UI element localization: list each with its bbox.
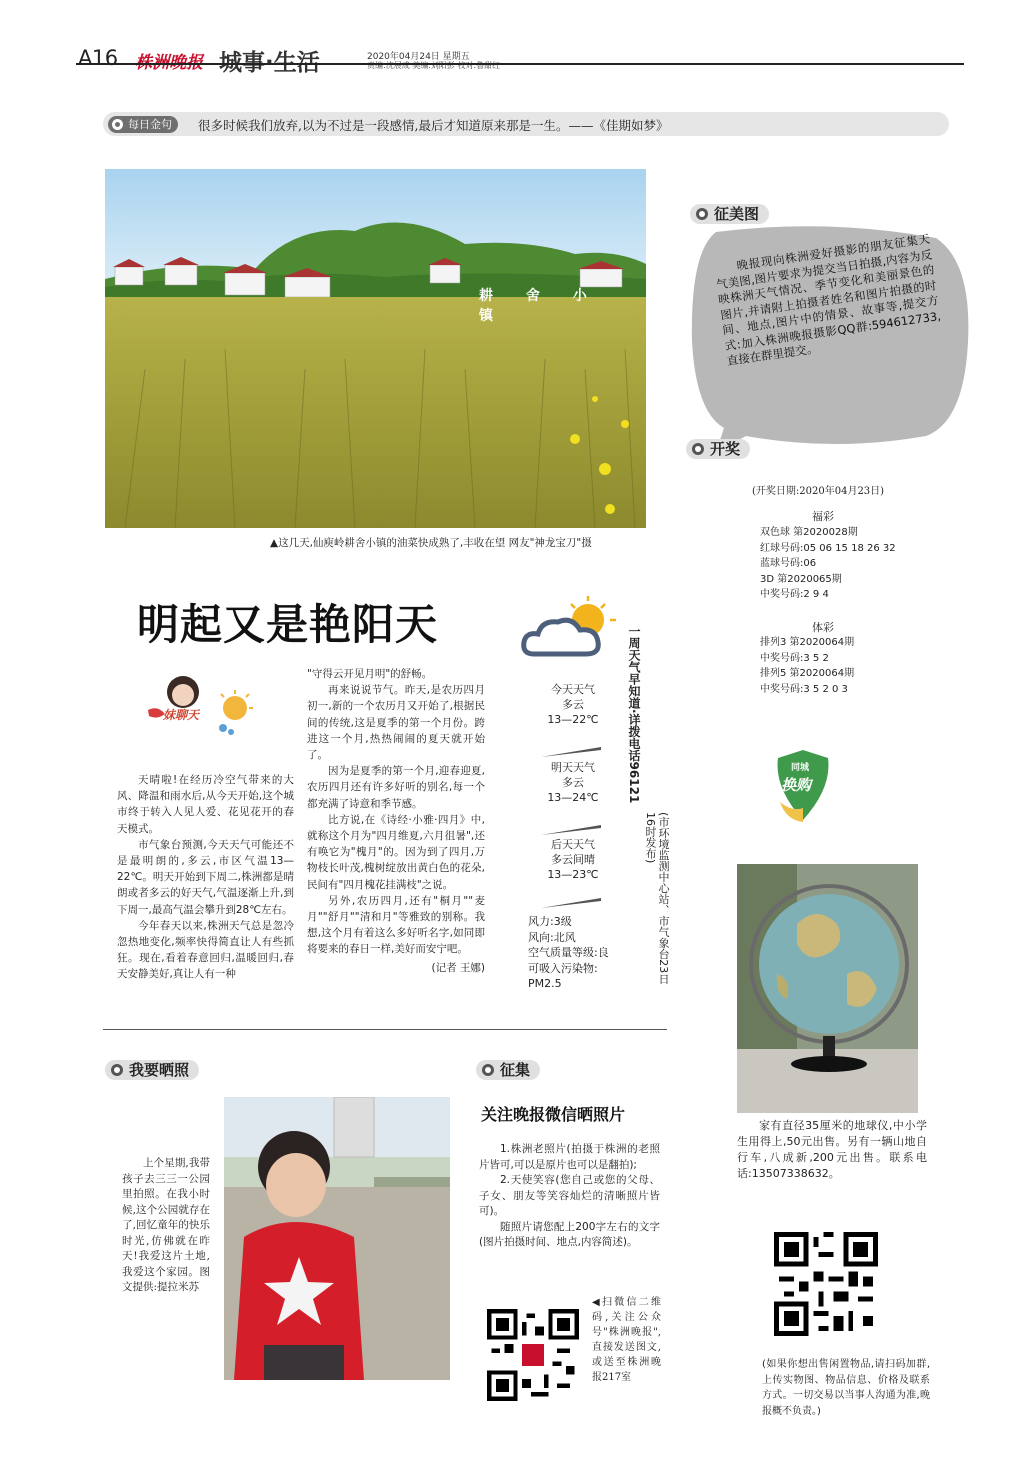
bullet-icon [696,208,708,220]
bullet-icon [112,119,123,130]
column-logo [143,670,253,750]
zhengmeitu-tag [690,204,769,224]
swap-badge [772,748,834,824]
photo-caption: ▲这几天,仙庾岭耕舍小镇的油菜快成熟了,丰收在望 网友"神龙宝刀"摄 [270,537,592,549]
child-image [224,1097,450,1380]
paragraph: 市气象台预测,今天天气可能还不是最明朗的,多云,市区气温13—22℃。明天开始到下周二,株洲都是晴朗或者多云的好天气,气温逐渐上升,到下周一,最高气温会攀升到28℃左右。 [117,838,294,916]
wind-direction: 风向:北风 [528,930,576,944]
showphoto-tag [105,1060,199,1080]
daily-quote-text: 很多时候我们放弃,以为不过是一段感情,最后才知道原来那是一生。——《佳期如梦》 [198,118,669,133]
daily-quote-tag [108,116,178,133]
swap-badge-main: 换购 [781,776,812,794]
lottery-line: 中奖号码:2 9 4 [760,589,829,600]
wind-force: 风力:3级 [528,915,572,928]
paragraph: 今年春天以来,株洲天气总是忽冷忽热地变化,频率快得简直让人有些抓狂。现在,看着春意回归,温暖回归,春天安静美好,真让人有一种 [117,919,294,981]
lottery-line: 红球号码:05 06 15 18 26 32 [760,542,896,554]
lottery-line: 排列3 第2020064期 [760,637,855,648]
paragraph: 因为是夏季的第一个月,迎春迎夏,农历四月还有许多好听的别名,每一个都充满了诗意和季节感。 [307,765,485,810]
cloud-sun-icon [520,594,620,664]
weather-tomorrow [533,760,613,805]
rapeseed-field-photo [105,169,646,528]
photo-sign-text: 耕 舍 小 镇 [479,288,601,324]
paragraph: "守得云开见月明"的舒畅。 [307,668,433,680]
child-photo [224,1097,450,1380]
paragraph: 比方说,在《诗经·小雅·四月》中,就称这个月为"四月维夏,六月徂暑",还有唤它为"槐月"的。因为到了四月,万物枝长叶茂,槐树绽放出黄白色的花朵,民间有"四月槐花挂满枝"之说。 [307,813,485,891]
wechat-qr-code[interactable] [487,1309,579,1401]
weather-temperature: 13—22℃ [547,713,599,726]
weather-temperature: 13—24℃ [547,791,599,804]
section-title: 城事·生活 [219,50,320,76]
lottery-line: 中奖号码:3 5 2 0 3 [760,683,848,695]
article-headline: 明起又是艳阳天 [137,600,439,649]
collect-title: 关注晚报微信晒照片 [481,1105,626,1124]
lottery-line: 排列5 第2020064期 [760,668,855,679]
editor-credits: 责编:沈展成 美编:刘阳彭 校对:鲁甜红 [367,61,501,70]
weather-day-name: 今天天气 [551,683,595,696]
newspaper-logo: 株洲晚报 [135,53,203,73]
weather-divider [541,893,601,903]
swap-qr-code[interactable] [774,1232,878,1336]
article-column-2 [307,666,485,976]
weather-day-after [533,837,613,882]
daily-quote-label: 每日金句 [128,118,172,131]
lottery-label: 开奖 [710,440,741,458]
weather-temperature: 13—23℃ [547,868,599,881]
qr-code-icon [774,1232,878,1336]
page-number: A16 [78,46,118,70]
air-quality: 空气质量等级:良 [528,946,609,959]
paragraph: 随照片请您配上200字左右的文字(图片拍摄时间、地点,内容简述)。 [479,1220,660,1248]
swap-ad-text: 家有直径35厘米的地球仪,中小学生用得上,50元出售。另有一辆山地自行车,八成新,200元出售。联系电话:13507338632。 [737,1119,927,1180]
issue-date: 2020年04月24日 星期五 [367,52,470,62]
swap-badge-top: 同城 [791,763,810,773]
globe-photo [737,864,918,1113]
ticai-title: 体彩 [812,621,834,634]
paragraph: 再来说说节气。昨天,是农历四月初一,新的一个农历月又开始了,根据民间的传统,这是夏季的第一个月份。跨进这一个月,热热闹闹的夏天就开始了。 [307,684,485,762]
article-column-1 [117,772,294,983]
paragraph: 另外,农历四月,还有"桐月""麦月""舒月""清和月"等雅致的别称。我想,这个月有着这么多好听名字,如同即将要来的春日一样,美好而安宁吧。 [307,894,485,956]
zhengmeitu-label: 征美图 [714,205,760,223]
landscape-image [105,169,646,528]
weather-divider [541,742,601,752]
weather-divider [541,820,601,830]
lottery-line: 双色球 第2020028期 [760,527,858,538]
column-logo-text: 妹聊天 [163,708,200,722]
lottery-line: 蓝球号码:06 [760,558,817,569]
ticai-results [760,635,854,697]
collect-label: 征集 [500,1061,531,1079]
lottery-tag [686,439,750,459]
weather-condition: 多云 [562,698,584,711]
swap-note: (如果你想出售闲置物品,请扫码加群,上传实物图、物品信息、价格及联系方式。一切交易以当事人沟通为准,晚报概不负责。) [762,1359,930,1417]
paragraph: 2.天使笑容(您自己或您的父母、子女、朋友等笑容灿烂的清晰照片皆可)。 [479,1174,660,1217]
zhengmeitu-text: 晚报现向株洲爱好摄影的朋友征集天气美图,图片要求为提交当日拍摄,内容为反映株洲天气情况、季节变化和美丽景色的图片,并请附上拍摄者姓名和图片拍摄的时间、地点,图片中的情景、故事等,提交方式:加入株洲晚报摄影QQ群:594612733,直接在群里提交。 [715,231,942,368]
scan-instruction: ◀扫微信二维码,关注公众号"株洲晚报",直接发送图文,或送至株洲晚报217室 [592,1297,661,1383]
paragraph: 1.株洲老照片(拍摄于株洲的老照片皆可,可以是原片也可以是翻拍); [479,1143,660,1171]
lottery-line: 3D 第2020065期 [760,573,842,585]
paragraph: 天晴啦!在经历冷空气带来的大风、降温和雨水后,从今天开始,这个城市终于转入人见人爱、花见花开的春天模式。 [117,774,294,835]
collect-text [479,1142,660,1251]
globe-image [737,864,918,1113]
collect-tag [476,1060,540,1080]
qr-code-icon [487,1309,579,1401]
lottery-date: (开奖日期:2020年04月23日) [752,486,885,497]
weather-condition: 多云间晴 [551,853,595,866]
pollutant-name: PM2.5 [528,977,562,990]
weather-hotline: 一周天气早知道·详拨电话96121 [627,625,641,804]
pollutant-label: 可吸入污染物: [528,961,598,975]
weather-source: (市环境监测中心站、市气象台23日16时发布) [644,812,670,985]
header-rule [76,63,964,65]
weather-day-name: 明天天气 [551,761,595,774]
bullet-icon [111,1064,123,1076]
weather-condition: 多云 [562,776,584,789]
weather-today [533,682,613,727]
section-divider [103,1029,667,1030]
showphoto-text: 上个星期,我带孩子去三三一公园里拍照。在我小时候,这个公园就存在了,回忆童年的快乐时光,仿佛就在昨天!我爱这片土地,我爱这个家园。图文提供:提拉米苏 [122,1157,210,1293]
weather-details [528,914,628,992]
fucai-title: 福彩 [812,510,834,523]
article-author: (记者 王娜) [431,961,485,974]
fucai-results [760,525,896,603]
showphoto-label: 我要晒照 [129,1061,190,1079]
weather-day-name: 后天天气 [551,838,595,851]
bullet-icon [482,1064,494,1076]
lottery-line: 中奖号码:3 5 2 [760,652,829,664]
bullet-icon [692,443,704,455]
